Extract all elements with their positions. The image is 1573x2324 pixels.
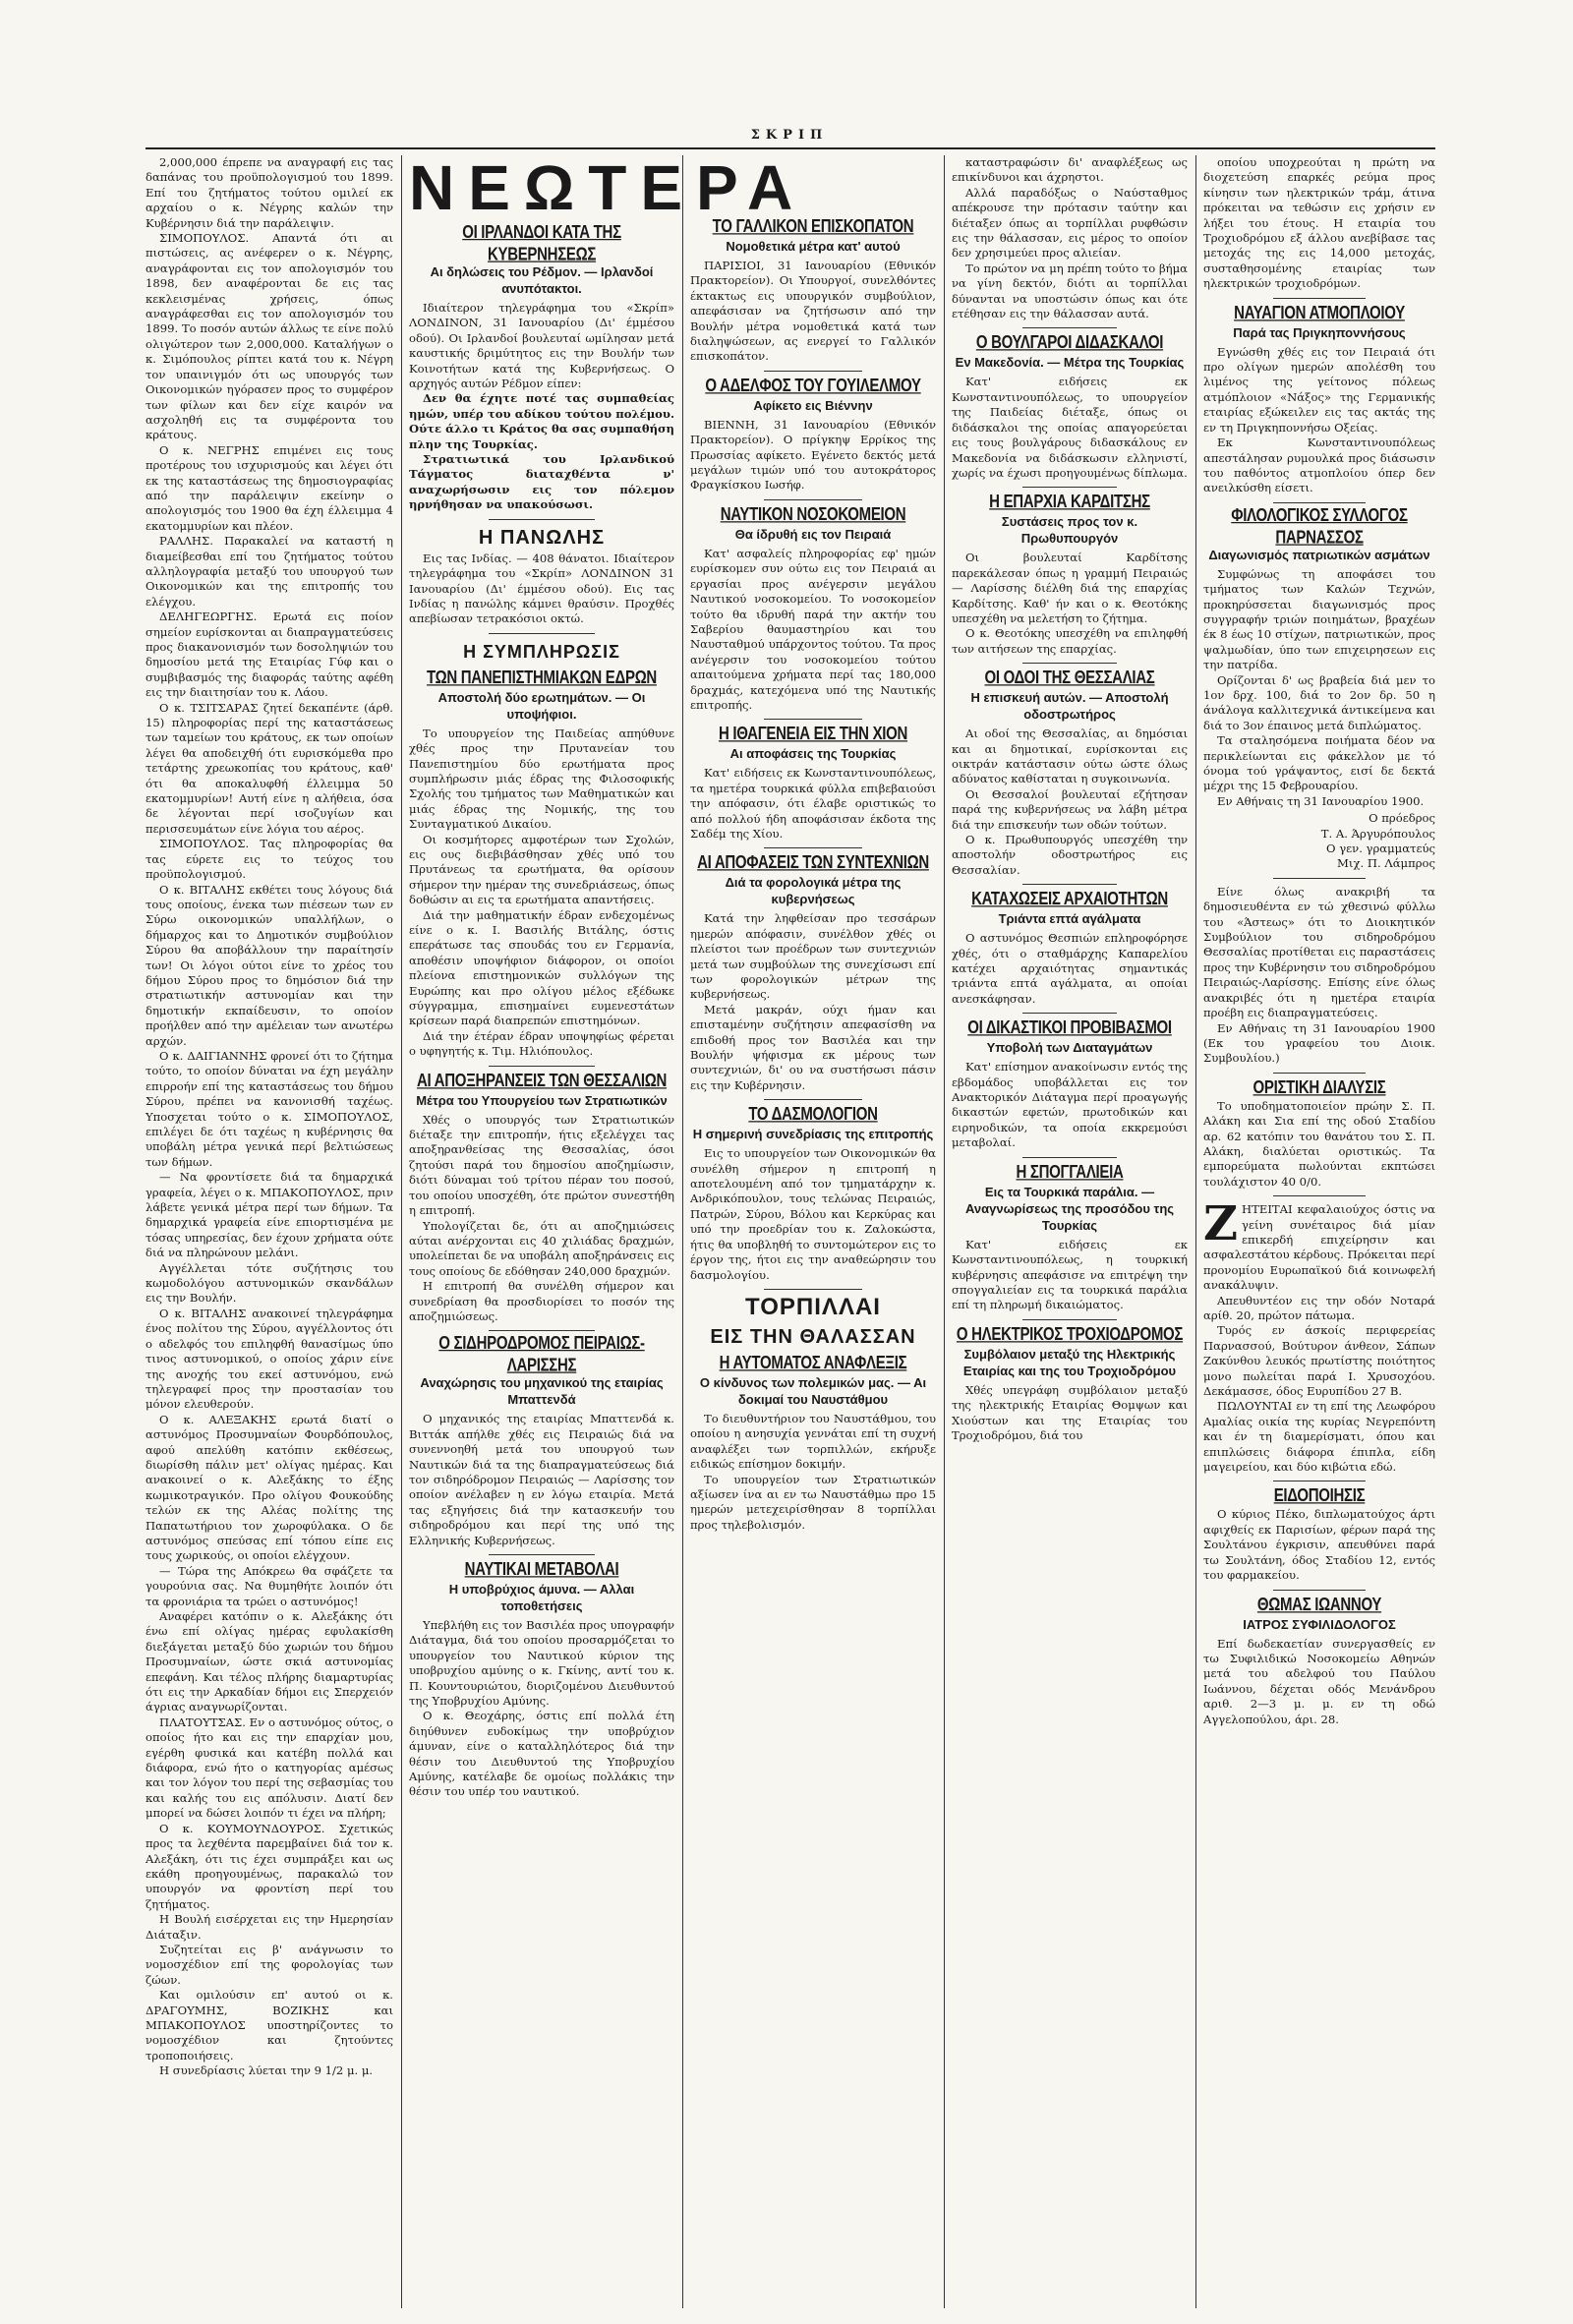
- article-heading: ΤΟ ΓΑΛΛΙΚΟΝ ΕΠΙΣΚΟΠΑΤΟΝ: [712, 215, 914, 237]
- paragraph: ΡΑΛΛΗΣ. Παρακαλεί να καταστή η διαμείβεσθαι επί του ζητήματος τούτου αλληλογραφία μεταξύ του υπουργού των Οικονομικών και της επιτροπής του ελέγχου.: [146, 534, 393, 609]
- separator: [1022, 1157, 1117, 1158]
- masthead: ΣΚΡΙΠ: [750, 128, 829, 143]
- paragraph: Η συνεδρίασις λύεται την 9 1/2 μ. μ.: [159, 2063, 374, 2078]
- column-2: [409, 152, 807, 2308]
- article-heading: ΚΑΤΑΧΩΣΕΙΣ ΑΡΧΑΙΟΤΗΤΩΝ: [971, 888, 1168, 910]
- paragraph: Η επιτροπή θα συνέλθη σήμερον και συνεδρίαση θα προσδιορίσει το ποσόν της αποζημιώσεως.: [409, 1279, 674, 1323]
- separator: [1273, 1195, 1366, 1196]
- separator: [489, 633, 595, 634]
- paragraph: ΗΤΕΙΤΑΙ κεφαλαιούχος όστις να γείνη συνέταιρος διά μίαν επικερδή επιχείρησιν και ασφαλεστάτου κέρδους. Πρόκειται περί προνομίου Ευρωπαϊκού διά κοινωφελή ανακάλυψιν.: [1203, 1202, 1435, 1293]
- article-heading: Η ΙΘΑΓΕΝΕΙΑ ΕΙΣ ΤΗΝ ΧΙΟΝ: [718, 724, 908, 745]
- separator: [1273, 1481, 1366, 1482]
- paragraph: Ο κ. ΚΟΥΜΟΥΝΔΟΥΡΟΣ. Σχετικώς προς τα λεχθέντα παρεμβαίνει διά τον κ. Αλεξάκη, ότι τις έχει συμπράξει και ως εκάθη προηγουμένως, παρακαλώ τον υπουργόν να φροντίση περί του ζητήματος.: [146, 1821, 393, 1911]
- article-heading: ΝΑΥΤΙΚΑΙ ΜΕΤΑΒΟΛΑΙ: [464, 1558, 619, 1580]
- article-heading: ΟΙ ΔΙΚΑΣΤΙΚΟΙ ΠΡΟΒΙΒΑΣΜΟΙ: [967, 1017, 1172, 1039]
- separator: [1273, 1073, 1366, 1074]
- article-subheading: Νομοθετικά μέτρα κατ' αυτού: [726, 239, 901, 254]
- article-heading: ΕΙΔΟΠΟΙΗΣΙΣ: [1273, 1485, 1366, 1507]
- column-divider: [944, 155, 945, 2308]
- paragraph: Εις το υπουργείον των Οικονομικών θα συνέλθη σήμερον η επιτροπή η αποτελουμένη από τον τμηματάρχην κ. Ανδρικόπουλον, τους τελώνας Πειραιώς, Πατρών, Σύρου, Βόλου και Κερκύρας και υπό την προεδρίαν του κ. Ζαλοκώστα, ήτις θα υποβληθή το συντομώτερον εις το έργον της, ήτοι εις την αναθεώρησιν του δασμολογίου.: [690, 1146, 936, 1282]
- separator: [764, 499, 862, 500]
- paragraph: Ο κ. Θεοχάρης, όστις επί πολλά έτη διηύθυνεν ευδοκίμως την υποβρύχιον άμυναν, είνε ο καταλληλότερος διά την θέσιν του Διευθυντού της Υποβρυχίου Αμύνης, κατέλαβε δε ομοίως πολλάκις την θέσιν του υπέρ του ναυτικού.: [409, 1709, 674, 1799]
- paragraph: οποίου υποχρεούται η πρώτη να διοχετεύση επαρκές ρεύμα προς κίνησιν των ηλεκτρικών τράμ, άτινα πρόκειται να τεθώσιν εις χρήσιν εν λήξει του έτους. Η εταιρία του Τροχιοδρόμου εξ άλλου ανεβίβασε τας μετοχάς της εις 14,000 μετοχάς, συσταθησομένης εταιρίας των ηλεκτρικών τροχιοδρόμων.: [1203, 155, 1435, 291]
- separator: [1273, 298, 1366, 299]
- signature-line: Μιχ. Π. Λάμπρος: [1337, 856, 1435, 871]
- column-4: [952, 155, 1188, 2308]
- separator: [1022, 884, 1117, 885]
- column-divider: [401, 155, 402, 2308]
- article-subheading: Θα ίδρυθή εις τον Πειραιά: [734, 526, 892, 542]
- paragraph: Διά την έτέραν έδραν υποψηφίως φέρεται ο υφηγητής κ. Τιμ. Ηλιόπουλος.: [409, 1028, 674, 1059]
- article-subheading: Αι αποφάσεις της Τουρκίας: [729, 746, 897, 762]
- separator: [1022, 1319, 1117, 1320]
- article-heading: Ο ΗΛΕΚΤΡΙΚΟΣ ΤΡΟΧΙΟΔΡΟΜΟΣ: [956, 1323, 1184, 1345]
- article-heading: ΤΟ ΔΑΣΜΟΛΟΓΙΟΝ: [748, 1104, 878, 1126]
- paragraph: Εν Αθήναις τη 31 Ιανουαρίου 1900 (Εκ του γραφείου του Διοικ. Συμβουλίου.): [1203, 1020, 1435, 1066]
- paragraph: Επί δωδεκαετίαν συνεργασθείς εν τω Συφιλιδικώ Νοσοκομείω Αθηνών μετά του αδελφού του Παύλου Ιωάννου, δέχεται οδός Μενάνδρου αριθ. 2—3 μ. μ. εν τη οδώ Αγγελοπούλου, άρι. 28.: [1203, 1636, 1435, 1726]
- article-heading: ΟΙ ΙΡΛΑΝΔΟΙ ΚΑΤΑ ΤΗΣ ΚΥΒΕΡΝΗΣΕΩΣ: [462, 221, 621, 265]
- article-heading: ΑΙ ΑΠΟΞΗΡΑΝΣΕΙΣ ΤΩΝ ΘΕΣΣΑΛΙΩΝ: [416, 1070, 668, 1091]
- paragraph: Μετά μακράν, ούχι ήμαν και επισταμένην συζήτησιν απεφασίσθη να επιδοθή προς τον Βασιλέα και την Βουλήν ψήφισμα εκ μέρους των συντεχνιών, δι' ου να συστήσωσι πάσιν εις την Κυβέρνησιν.: [690, 1002, 936, 1092]
- article-subheading: Η υποβρύχιος άμυνα. — Αλλαι τοποθετήσεις: [448, 1582, 635, 1613]
- article-heading: ΝΑΥΑΓΙΟΝ ΑΤΜΟΠΛΟΙΟΥ: [1234, 302, 1405, 323]
- paragraph: Εις τας Ινδίας. — 408 θάνατοι. Ιδιαίτερον τηλεγράφημα του «Σκρίπ» ΛΟΝΔΙΝΟΝ 31 Ιανουαρίου (Δι' έμμέσου οδού). Εις τας Ινδίας η πανώλης κάμνει θραύσιν. Προχθές απεβίωσαν τετρακόσιοι οκτώ.: [409, 551, 674, 626]
- paragraph: Αλλά παραδόξως ο Ναύσταθμος απέκρουσε την πρότασιν ταύτην και διέταξεν όπως αι τορπίλλαι ρυφθώσιν εις την θάλασσαν, εις μέρος το οποίον δεν χρησιμεύει προς αλιείαν.: [952, 185, 1188, 261]
- article-heading: Η ΕΠΑΡΧΙΑ ΚΑΡΔΙΤΣΗΣ: [989, 492, 1150, 513]
- separator: [489, 1330, 595, 1331]
- article-heading: ΦΙΛΟΛΟΓΙΚΟΣ ΣΥΛΛΟΓΟΣ ΠΑΡΝΑΣΣΟΣ: [1231, 504, 1408, 548]
- signature-block: [1203, 811, 1435, 872]
- paragraph: Εν Αθήναις τη 31 Ιανουαρίου 1900.: [1217, 793, 1425, 808]
- article-subheading: Υποβολή των Διαταγμάτων: [986, 1040, 1153, 1056]
- paragraph: Ιδιαίτερον τηλεγράφημα του «Σκρίπ» ΛΟΝΔΙΝΟΝ, 31 Ιανουαρίου (Δι' έμμέσου οδού). Οι Ιρλανδοί βουλευταί ωμίλησαν μετά καυστικής δριμύτητος εις την Βουλήν των Κοινοτήτων κατά της Κυβερνήσεως. Ο αρχηγός αυτών Ρέδμον είπεν:: [409, 301, 674, 391]
- paragraph: Οι κοσμήτορες αμφοτέρων των Σχολών, εις ους διεβιβάσθησαν χθές υπό του Πρυτάνεως τα ερωτήματα, θα ορίσουν σήμερον την ημέραν της συνεδριάσεως, όπως δοθώσιν αι εις τα ερωτήματα απαντήσεις.: [409, 832, 674, 907]
- paragraph: Κατ' ειδήσεις εκ Κωνσταντινουπόλεως, τα ημετέρα τουρκικά φύλλα επιβεβαιούσι την απόφασιν, ότι έλαβε οριστικώς το από πολλού ήδη αποφάσισαν έκδοτα της Σαδέμ της Χίου.: [690, 766, 936, 841]
- paragraph: Το διευθυντήριον του Ναυστάθμου, του οποίου η ανησυχία γεννάται επί τη συχνή αναφλέξει των τορπιλλών, εκήρυξε ειδικώς επίσημον δοκιμήν.: [690, 1411, 936, 1472]
- top-rule: [146, 147, 1435, 149]
- signature-line: Ο πρόεδρος: [1369, 811, 1435, 826]
- spacer: [690, 155, 936, 212]
- signature-line: Τ. Α. Άργυρόπουλος: [1320, 826, 1435, 841]
- separator: [1022, 327, 1117, 328]
- article-heading: ΟΙ ΟΔΟΙ ΤΗΣ ΘΕΣΣΑΛΙΑΣ: [984, 667, 1155, 689]
- article-subheading: Αποστολή δύο ερωτημάτων. — Οι υποψήφιοι.: [437, 689, 646, 722]
- column-1: [146, 155, 393, 2308]
- separator: [1022, 663, 1117, 664]
- paragraph: ΒΙΕΝΝΗ, 31 Ιανουαρίου (Εθνικόν Πρακτορείον). Ο πρίγκηψ Ερρίκος της Πρωσσίας αφίκετο. Εγένετο δεκτός μετά μεγάλων τιμών υπό του αυτοκράτορος Φραγκίσκου Ιωσήφ.: [690, 417, 936, 493]
- article-heading: ΤΟΡΠΙΛΛΑΙ: [745, 1293, 881, 1320]
- article-subheading: Τριάντα επτά αγάλματα: [998, 911, 1141, 927]
- paragraph: Κατά την ληφθείσαν προ τεσσάρων ημερών απόφασιν, συνέλθον χθές οι πλείστοι των προέδρων των συντεχνιών μετά των συμβούλων της συνεχίσωσι επί των φορολογικών μέτρων της κυβερνήσεως.: [690, 911, 936, 1002]
- separator: [764, 1289, 862, 1290]
- paragraph: Ο κ. ΔΑΙΓΙΑΝΝΗΣ φρονεί ότι το ζήτημα τούτο, το οποίον δύναται να έχη μεγάλην επιρροήν επί της καταστάσεως του δήμου Σύρου, πρέπει να κανονισθή ταχέως. Υποσχεται τούτο ο κ. ΣΙΜΟΠΟΥΛΟΣ, επιλέγει δε ότι ταχέως η κυβέρνησις θα υποβάλη μέτρα γενικά περί βελτιώσεως των δήμων.: [146, 1048, 393, 1169]
- paragraph: Ο κ. ΒΙΤΑΛΗΣ εκθέτει τους λόγους διά τους οποίους, ένεκα των πιέσεων των εν Σύρω οικονομικών υπαλλήλων, ο δήμαρχος και το Δημοτικόν συμβούλιον Σύρου θα αποβάλλουν την παραίτησίν των! Οι λόγοι ούτοι είνε το χρέος του δήμου Σύρου προς το δημόσιον διά την στρατιωτικήν αστυνομίαν και την δημοτικήν εκπαίδευσιν, το οποίον προήλθεν από την αμέλειαν των ανωτέρω αρχών.: [146, 882, 393, 1048]
- paragraph: ΣΙΜΟΠΟΥΛΟΣ. Τας πληροφορίας θα τας εύρετε εις το τεύχος του προϋπολογισμού.: [146, 837, 393, 882]
- paragraph: Τυρός εν άσκοίς περιφερείας Παρνασσού, Βούτυρον άνθεον, Σάπων Ζακύνθου λευκός πρωτίστης ποιότητος μονο πωλείται παρά Ι. Χρυσοχόου. Δεκάμασσε, όδος Ευρυπίδου 27 Β.: [1203, 1323, 1435, 1399]
- paragraph: Ο κ. ΒΙΤΑΛΗΣ ανακοινεί τηλεγράφημα ένος πολίτου της Σύρου, αγγέλλοντος ότι ο αδελφός του επιληφθή θανασίμως ύπο τινος αστυνομικού, ο οποίος χάριν είνε της ανοχής του εκεί αστυνόμου, ενώ τηλεγραφεί προς την προστασίαν του μόνον ελευθερούν.: [146, 1306, 393, 1412]
- paragraph: Το πρώτον να μη πρέπη τούτο το βήμα να γίνη δεκτόν, διότι αι τορπίλλαι δύνανται να υποστώσιν όπως και ότε ετέθησαν εις την θάλασσαν αυτά.: [952, 261, 1188, 321]
- separator: [764, 1099, 862, 1100]
- separator: [489, 1554, 595, 1555]
- separator: [1273, 502, 1366, 503]
- separator: [764, 371, 862, 372]
- separator: [489, 1066, 595, 1067]
- paragraph: ΔΕΛΗΓΕΩΡΓΗΣ. Ερωτά εις ποίον σημείον ευρίσκονται αι διαπραγματεύσεις προς διακανονισμόν των δοσοληψιών του δημοσίου μετά της Εταιρίας Γύφ και ο συμβιβασμός της διαφοράς ταύτης αφέθη εις την διαιτησίαν του κ. Λάου.: [146, 610, 393, 700]
- article-heading: Ο ΣΙΔΗΡΟΔΡΟΜΟΣ ΠΕΙΡΑΙΩΣ-ΛΑΡΙΣΣΗΣ: [438, 1332, 645, 1376]
- separator: [1273, 1590, 1366, 1591]
- paragraph: Το υποδηματοποιείον πρώην Σ. Π. Αλάκη και Σια επί της οδού Σταδίου αρ. 62 κατόπιν του θανάτου του Σ. Π. Αλάκη, διαλύεται οριστικώς. Τα εμπορεύματα πωλούνται εκπτώσει τουλάχιστον 40 0/0.: [1203, 1098, 1435, 1189]
- paragraph: ΠΛΑΤΟΥΤΣΑΣ. Εν ο αστυνόμος ούτος, ο οποίος ήτο και εις την επαρχίαν μου, εγέρθη φυσικά και κατέβη πολλά και διάφορα, ενώ ήτο ο κατηγορίας αμέσως και τον λόγον του περί της σεβασμίας του και καλής του εις απόλυσιν. Διατί δεν μπορεί να δώσει λοιπόν τι έχει να πλήρη;: [146, 1714, 393, 1821]
- article-heading: ΝΑΥΤΙΚΟΝ ΝΟΣΟΚΟΜΕΙΟΝ: [720, 503, 906, 525]
- article-subheading: Αι δηλώσεις του Ρέδμον. — Ιρλανδοί ανυπότακτοι.: [430, 264, 654, 296]
- paragraph: Ο κ. ΝΕΓΡΗΣ επιμένει εις τους προτέρους του ισχυρισμούς και λέγει ότι εκ της καταστάσεως της δημοσιογραφίας από την παράλειψιν εκείνην ο απολογισμός του 1900 θα έχη έλλειμμα 4 εκατομμυρίων και πλέον.: [146, 442, 393, 533]
- paragraph: Ο κ. Θεοτόκης υπεσχέθη να επιληφθή των αιτήσεων της επαρχίας.: [952, 626, 1188, 656]
- article-subheading: ΙΑΤΡΟΣ ΣΥΦΙΛΙΔΟΛΟΓΟΣ: [1243, 1616, 1396, 1632]
- article-heading: Ο ΒΟΥΛΓΑΡΟΙ ΔΙΔΑΣΚΑΛΟΙ: [975, 332, 1164, 354]
- article-heading: ΕΙΣ ΤΗΝ ΘΑΛΑΣΣΑΝ: [710, 1325, 916, 1348]
- article-subheading: Ο κίνδυνος των πολεμικών μας. — Αι δοκιμαί του Ναυστάθμου: [699, 1374, 927, 1407]
- article-subheading: Εν Μακεδονία. — Μέτρα της Τουρκίας: [955, 355, 1185, 371]
- paragraph: Ο κ. Πρωθυπουργός υπεσχέθη την αποστολήν οδοστρωτήρος εις Θεσσαλίαν.: [952, 833, 1188, 877]
- paragraph: Τα σταλησόμενα ποιήματα δέον να περικλείωνται εις φάκελλον με τό όνομα τού γράψαντος, εισί δε δεκτά μέχρι της 15 Φεβρουαρίου.: [1203, 733, 1435, 793]
- article-heading: ΘΩΜΑΣ ΙΩΑΝΝΟΥ: [1256, 1594, 1382, 1615]
- section-title-neotera: ΝΕΩΤΕΡΑ: [409, 152, 807, 223]
- article-subheading: Αναχώρησις του μηχανικού της εταιρίας Μπαττενδά: [420, 1375, 664, 1408]
- article-subheading: Μέτρα του Υπουργείου των Στρατιωτικών: [416, 1092, 668, 1108]
- paragraph: Ορίζονται δ' ως βραβεία διά μεν το 1ον δρχ. 100, διά το 2ον δρ. 50 η άνάλογα καλλιτεχνικά άντικείμενα και διά το 3ον έπαινος μετά διπλώματος.: [1203, 672, 1435, 732]
- article-heading: ΑΙ ΑΠΟΦΑΣΕΙΣ ΤΩΝ ΣΥΝΤΕΧΝΙΩΝ: [697, 852, 929, 874]
- paragraph: Αγγέλλεται τότε συζήτησις του κωμοδολόγου αστυνομικών σκανδάλων εις την Βουλήν.: [146, 1260, 393, 1306]
- separator: [764, 719, 862, 720]
- article-subheading: Η σημερινή συνεδρίασις της επιτροπής: [692, 1127, 934, 1142]
- article-heading: Η ΣΥΜΠΛΗΡΩΣΙΣ: [463, 641, 620, 662]
- paragraph: Ο αστυνόμος Θεσπιών επληροφόρησε χθές, ότι ο σταθμάρχης Καπαρελίου κατέχει αρχαιότητας σημαντικάς τριάντα επτά αγάλματα, αι οποίαι ανεσκάφησαν.: [952, 931, 1188, 1006]
- article-heading: ΤΩΝ ΠΑΝΕΠΙΣΤΗΜΙΑΚΩΝ ΕΔΡΩΝ: [427, 667, 657, 688]
- paragraph: Ο κύριος Πέκο, διπλωματούχος άρτι αφιχθείς εκ Παρισίων, φέρων παρά της Σουλτάνου έγκρισιν, απευθύνει παρά τω Σουλτάνη, όδος Σταδίου 12, εντός του φαρμακείου.: [1203, 1507, 1435, 1583]
- paragraph: Χθές υπεγράφη συμβόλαιον μεταξύ της ηλεκτρικής Εταιρίας Θομψων και Χιούστων και της Εταιρίας του Τροχιοδρόμου, διά του: [952, 1382, 1188, 1442]
- signature-line: Ο γεν. γραμματεύς: [1326, 842, 1435, 856]
- paragraph: Κατ' ειδήσεις εκ Κωνσταντινουπόλεως, το υπουργείον της Παιδείας διέταξε, όπως οι διδάσκαλοι της οποίας απαγορεύεται εις τους βουλγάρους διδασκάλους εν Μακεδονία να διδάσκωσιν ελληνιστί, χωρίς να έχωσι προηγουμένως δίπλωμα.: [952, 375, 1188, 480]
- paragraph: Απευθυντέον εις την οδόν Νοταρά αρίθ. 20, πρώτον πάτωμα.: [1203, 1293, 1435, 1322]
- separator: [1022, 487, 1117, 488]
- paragraph: Στρατιωτικά του Ιρλανδικού Τάγματος διαταχθέντα ν' αναχωρήσωσιν εις τον πόλεμον ηρνήθησαν να υπακούσωσι.: [409, 452, 674, 512]
- paragraph: Ο κ. ΤΣΙΤΣΑΡΑΣ ζητεί δεκαπέντε (άρθ. 15) πληροφορίας περί της καταστάσεως των ταμείων του κράτους, εκ των οποίων λέγει θα αποδειχθή ότι ευρισκόμεθα προ τετάρτης χρεωκοπίας του κράτους, καθ' ότι θα αποκαλυφθή έλλειμμα 50 εκατομμυρίων! Αυτή είνε η αλήθεια, όσα δε λέγονται περί ισοζυγίων και περισσευμάτων είνε λόγια του αέρος.: [146, 700, 393, 836]
- paragraph: 2,000,000 έπρεπε να αναγραφή εις τας δαπάνας του προϋπολογισμού του 1899. Επί του ζητήματος τούτου ομιλεί εκ αρχαίου ο κ. Νέγρης καλών την Κυβέρνησιν διά την παράλειψιν.: [146, 155, 393, 230]
- article-subheading: Αφίκετο εις Βιέννην: [753, 397, 873, 413]
- paragraph: Διά την μαθηματικήν έδραν ενδεχομένως είνε ο κ. Ι. Βασιλής Βιτάλης, όστις επεράτωσε τας σπουδάς του εν Γερμανία, αποθέσιν υποψήφιον διάφορον, οι οποίοι πλείονα επιστημονικών συλλόγων της Ευρώπης και προ ολίγου μέλος εξέδωκε σύγγραμμα, επισημαίνει ευμενεστάτων κρίσεων παρά διαπρεπών επιστημόνων.: [409, 907, 674, 1028]
- paragraph: Κατ' ασφαλείς πληροφορίας εφ' ημών ευρίσκομεν συν ούτω εις τον Πειραιά αι εργασίαι προς ανέγερσιν μεγάλου Ναυτικού νοσοκομείου. Το νοσοκομείον τούτο θα ιδρυθή παρά την ακτήν του Σαβερίου θαυμαστηρίου και του Ναυσταθμού υπάρχοντος τούτου. Τα προς ανέγερσιν του νοσοκομείου τούτου απαιτούμενα χρήματα περί τας 180,000 δραχμάς, κατεχόμενα υπό της Ναυτικής επιτροπής.: [690, 546, 936, 712]
- article-heading: Η ΑΥΤΟΜΑΤΟΣ ΑΝΑΦΛΕΞΙΣ: [719, 1352, 907, 1373]
- article-subheading: Συμβόλαιον μεταξύ της Ηλεκτρικής Εταιρίας και της του Τροχιοδρόμου: [962, 1346, 1177, 1378]
- paragraph: Ο μηχανικός της εταιρίας Μπαττενδά κ. Βιττάκ απήλθε χθές εις Πειραιώς διά να συνεννοηθή μετά του υπουργού των Ναυτικών διά τα της διαπραγματεύσεως διά τον σιδηρόδρομον Πειραιώς — Λαρίσσης τον οποίον ανέλαβεν η εν λόγω εταιρία. Μετά τας εξηγήσεις διά την κατασκευήν του σιδηροδρόμου και περί της υπό της Ελληνικής Κυβερνήσεως.: [409, 1412, 674, 1547]
- column-3: [690, 155, 936, 2308]
- paragraph: — Να φροντίσετε διά τα δημαρχικά γραφεία, λέγει ο κ. ΜΠΑΚΟΠΟΥΛΟΣ, πριν λάβετε γενικά μέτρα περί των δήμων. Τα δημαρχικά γραφεία είνε επιορτισμένα με τόσας υπηρεσίας, δεν έχουν χρήματα ούτε διά να πληρώνουν μελάνι.: [146, 1170, 393, 1260]
- article-heading: Η ΠΑΝΩΛΗΣ: [478, 526, 606, 549]
- separator: [1022, 1013, 1117, 1014]
- paragraph: Είνε όλως ανακριβή τα δημοσιευθέντα εν τώ χθεσινώ φύλλω του «Άστεως» ότι το Διοικητικόν Συμβούλιον του σιδηροδρόμου Θεσσαλίας προτίθεται εις παραστάσεις προς την Κυβέρνησιν του σιδηροδρόμου Πειραιώς-Λαρίσσης. Επίσης είνε όλως ανακριβές ότι η ημετέρα εταιρία προέβη εις διαπραγματεύσεις.: [1203, 884, 1435, 1020]
- paragraph: ΣΙΜΟΠΟΥΛΟΣ. Απαντά ότι αι πιστώσεις, ας ανέφερεν ο κ. Νέγρης, αναγράφονται εις τον απολογισμόν του 1898, δεν αναφέρονται δε εις τας κεκλεισμένας χρήσεις, όπως αναγράφεσθαι εις τον απολογισμόν του 1899. Το ποσόν αυτών άλλως τε είνε πολύ ολιγώτερον των 2,000,000. Καταλήγων ο κ. Σιμόπουλος ρίπτει κατά του κ. Νέγρη τον υπαινιγμόν ότι ως υπουργός των Οικονομικών ηγόρασεν προς το συμφέρον των φίλων και δεν είχε καιρόν να ασχοληθή εις τα συμφέροντα του κράτους.: [146, 231, 393, 442]
- article-subheading: Διαγωνισμός πατριωτικών ασμάτων: [1208, 547, 1430, 562]
- article-subheading: Συστάσεις προς τον κ. Πρωθυπουργόν: [1001, 514, 1138, 547]
- paragraph: — Τώρα της Απόκρεω θα σφάζετε τα γουρούνια σας. Να θυμηθήτε λοιπόν ότι τα φρονιάρια τα τρώει ο αστυνόμος!: [146, 1563, 393, 1608]
- separator: [764, 847, 862, 848]
- paragraph: Το υπουργείον της Παιδείας απηύθυνε χθές προς την Πρυτανείαν του Πανεπιστημίου δύο ερωτήματα προς συμπλήρωσιν μιάς έδρας της Φιλοσοφικής Σχολής του τμήματος των Μαθηματικών και μιάς έδρας της Νομικής, της του Συνταγματικού Δικαίου.: [409, 726, 674, 832]
- paragraph: Εγνώσθη χθές εις τον Πειραιά ότι προ ολίγων ημερών απολέσθη του λιμένος της γείτονος πόλεως ατμόπλοιον «Νάξος» της Γερμανικής εταιρίας εξώκειλεν εις τας ακτάς της εν τη Πριγκηποννήσω Οξείας.: [1203, 344, 1435, 435]
- paragraph: Συμφώνως τη αποφάσει του τμήματος των Καλών Τεχνών, προκηρύσσεται διαγωνισμός προς συγγραφήν τριών ποιημάτων, βραχέων έκ 8 έως 10 στίχων, πατριωτικών, προς ψαλμωδίαν, ύπο των επιχειρησεων εις την πατρίδα.: [1203, 566, 1435, 672]
- article-heading: Η ΣΠΟΓΓΑΛΙΕΙΑ: [1016, 1161, 1124, 1183]
- column-divider: [682, 155, 683, 2308]
- column-5: [1203, 155, 1435, 2308]
- paragraph: Το υπουργείον των Στρατιωτικών αξίωσεν ίνα αι εν τω Ναυστάθμω προ 15 ημερών μετεχειρίσθησαν 8 τορπίλλαι προς τηλεβολισμόν.: [690, 1472, 936, 1532]
- paragraph: ΠΑΡΙΣΙΟΙ, 31 Ιανουαρίου (Εθνικόν Πρακτορείον). Οι Υπουργοί, συνελθόντες έκτακτως εις υπουργικόν συμβούλιον, απεφάσισαν να ζητήσωσιν από την Βουλήν μέτρα νομοθετικά κατά των διαληψώσεων, ας ενεργεί το Γαλλικόν επισκοπάτον.: [690, 259, 936, 364]
- article-subheading: Διά τα φορολογικά μέτρα της κυβερνήσεως: [725, 875, 902, 907]
- paragraph: Κατ' ειδήσεις εκ Κωνσταντινουπόλεως, η τουρκική κυβέρνησις απεφάσισε να επιτρέψη την σπογγαλιείαν εις τα τουρκικά παράλια επί τη πληρωμή δικαιώματος.: [952, 1237, 1188, 1312]
- paragraph: ΠΩΛΟΥΝΤΑΙ εν τη επί της Λεωφόρου Αμαλίας οικία της κυρίας Νεγρεπόντη και έν τη διαμερίσματι, όπου και επιπλώσεις διάφορα έπιπλα, είδη μαγειρείου, και δύο κιβώτια εδώ.: [1203, 1399, 1435, 1475]
- paragraph: Αι οδοί της Θεσσαλίας, αι δημόσιαι και αι δημοτικαί, ευρίσκονται εις οικτράν κατάστασιν ούτω ώστε όλως αδύνατος καθίσταται η συγκοινωνία.: [952, 726, 1188, 786]
- paragraph: Ο κ. ΑΛΕΞΑΚΗΣ ερωτά διατί ο αστυνόμος Προσυμναίων Φουρδόπουλος, αφού απελύθη κατόπιν εκθέσεως, διωρίσθη πάλιν μετ' ολίγας ημέρας. Και ανακοινεί ο κ. Αλεξάκης το έξης κωμικοτραγικόν. Προ ολίγου Φουκούδης τελών εκ της Αλέας πολίτης της Παπατωτήριου τον χωροφύλακα. Ο δε αστυνόμος σπεύσας επί τόπου είπε εις τους χωρικούς, οι οποίοι ελέγχουν.: [146, 1412, 393, 1563]
- article-subheading: Η επισκευή αυτών. — Αποστολή οδοστρωτήρος: [970, 690, 1169, 723]
- separator: [489, 519, 595, 520]
- drop-cap: Ζ: [1203, 1196, 1239, 1252]
- paragraph: Οι Θεσσαλοί βουλευταί εζήτησαν παρά της κυβερνήσεως να λάβη μέτρα διά την επισκευήν των οδών τούτων.: [952, 786, 1188, 832]
- paragraph: Υπεβλήθη εις τον Βασιλέα προς υπογραφήν Διάταγμα, διά του οποίου προσαρμόζεται το υπουργείον του Ναυτικού κύριον της υποβρυχίου αμύνης ο κ. Γκίνης, αντί του κ. Π. Κουντουριώτου, διοριζομένου Διευθυντού της Υποβρυχίου Αμύνης.: [409, 1618, 674, 1709]
- paragraph: Η Βουλή εισέρχεται εις την Ημερησίαν Διάταξιν.: [146, 1912, 393, 1942]
- paragraph: Χθές ο υπουργός των Στρατιωτικών διέταξε την επιτροπήν, ήτις εξελέγχει τας αποξηρανθείσας της Θεσσαλίας, όσοι ζητούσι παρά του δημοσίου αποζημίωσιν, διότι δύναμαι τού τρίτου πέραν του ποσού, του οποίου υποσχέθη, ότε πρώτον συνεστήθη η επιτροπή.: [409, 1112, 674, 1218]
- paragraph: Οι βουλευταί Καρδίτσης παρεκάλεσαν όπως η γραμμή Πειραιώς — Λαρίσσης διέλθη διά της επαρχίας Καρδίτσης. Καθ' ήν και ο κ. Θεοτόκης υπεσχέθη να μελετήση το ζήτημα.: [952, 551, 1188, 625]
- paragraph: Και ομιλούσιν επ' αυτού οι κ. ΔΡΑΓΟΥΜΗΣ, ΒΟΖΙΚΗΣ και ΜΠΑΚΟΠΟΥΛΟΣ υποστηρίζοντες το νομοσχέδιον και ζητούντες τροποποιήσεις.: [146, 1988, 393, 2063]
- article-subheading: Παρά τας Πριγκηποννήσους: [1233, 324, 1406, 340]
- paragraph: Υπολογίζεται δε, ότι αι αποζημιώσεις αύται ανέρχονται εις 40 χιλιάδας δραχμών, υπολείπεται δε να υποβάλη αποξηράνσεις εις τους οποίους δε εδόθησαν 240,000 δραχμών.: [409, 1218, 674, 1278]
- article-heading: Ο ΑΔΕΛΦΟΣ ΤΟΥ ΓΟΥΙΛΕΛΜΟΥ: [705, 375, 921, 396]
- separator: [1273, 878, 1366, 879]
- article-subheading: Εις τα Τουρκικά παράλια. — Αναγνωρίσεως της προσόδου της Τουρκίας: [964, 1184, 1175, 1233]
- paragraph: καταστραφώσιν δι' αναφλέξεως ως επικίνδυνοι και άχρηστοι.: [952, 155, 1188, 185]
- paragraph: Δεν θα έχητε ποτέ τας συμπαθείας ημών, υπέρ του αδίκου τούτου πολέμου. Ούτε άλλο τι Κράτος θα σας συμπαθήση πλην της Τουρκίας.: [409, 391, 674, 451]
- paragraph: Συζητείται εις β' ανάγνωσιν το νομοσχέδιον επί της φορολογίας των ζώων.: [146, 1942, 393, 1987]
- column-divider: [1195, 155, 1196, 2308]
- paragraph: Εκ Κωνσταντινουπόλεως απεστάλησαν ρυμουλκά προς διάσωσιν του παθόντος ατμοπλοίου όπερ δεν ανειλκύσθη είσετι.: [1203, 436, 1435, 495]
- paragraph: Αναφέρει κατόπιν ο κ. Αλεξάκης ότι ένω επί ολίγας ημέρας εφυλακίσθη διεξάγεται μεταξύ δύο χωριών του δήμου Προσυμναίων, ώστε σκιά αστυνομίας επεφάνη. Και τέλος πλήρης διαμαρτυρίας ότι εις την Αρκαδίαν δήμοι εις Σπερχειόν άγριας αναγνωρίζονται.: [146, 1609, 393, 1714]
- article-heading: ΟΡΙΣΤΙΚΗ ΔΙΑΛΥΣΙΣ: [1253, 1076, 1386, 1098]
- paragraph: Κατ' επίσημον ανακοίνωσιν εντός της εβδομάδος υποβάλλεται εις τον Ανακτορικόν Διάταγμα περί προαγωγής δικαστών εφετών, πρωτοδικών και ειρηνοδικών, τα οποία εκκρεμούσι μεταβολαί.: [952, 1060, 1188, 1150]
